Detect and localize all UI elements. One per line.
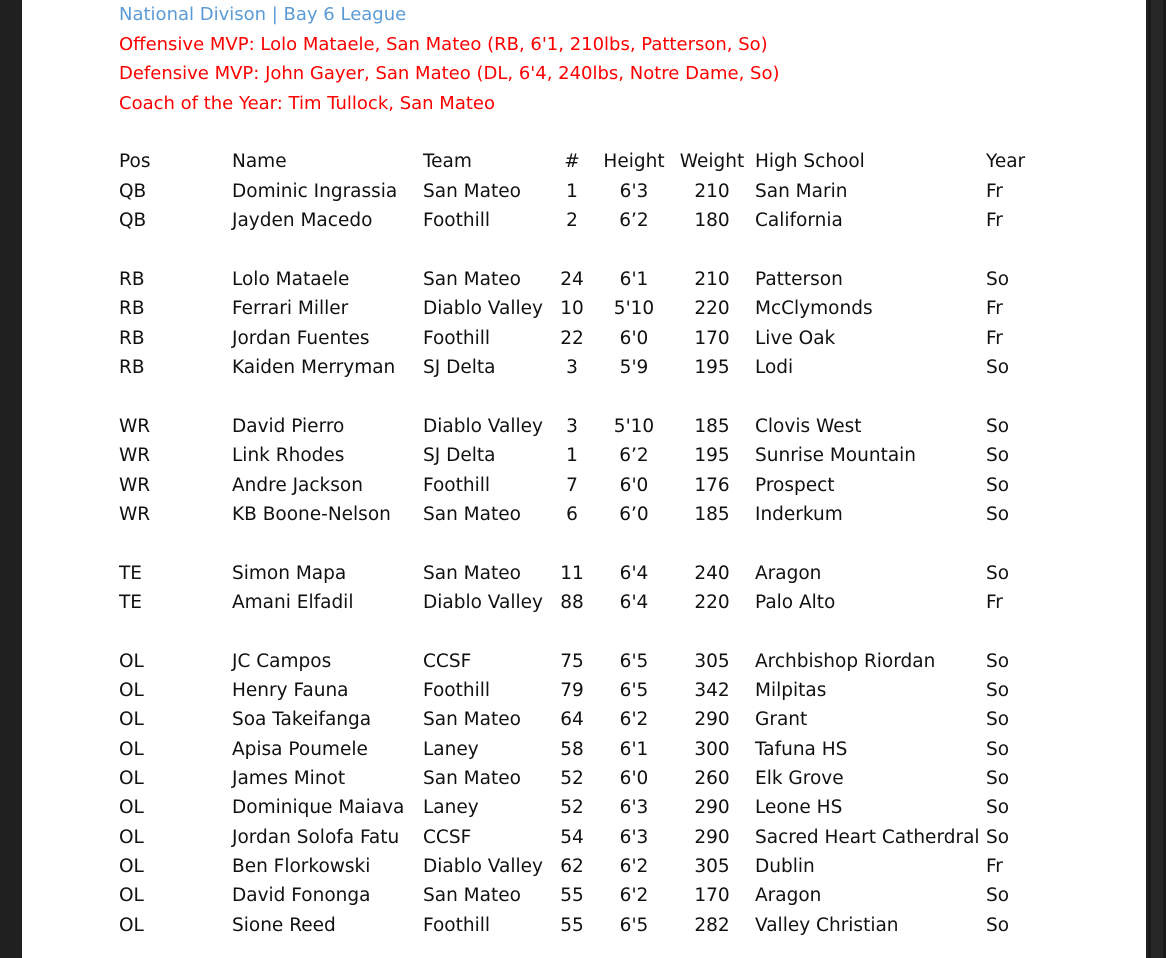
cell-weight: 300 — [694, 739, 730, 760]
cell-year: So — [986, 768, 1010, 789]
cell-number: 88 — [560, 592, 584, 613]
cell-pos: OL — [119, 797, 144, 818]
cell-number: 64 — [560, 709, 584, 730]
cell-number: 62 — [560, 856, 584, 877]
col-high-school-header: High School — [755, 151, 865, 172]
cell-weight: 185 — [694, 504, 730, 525]
cell-weight: 290 — [694, 797, 730, 818]
cell-pos: OL — [119, 739, 144, 760]
cell-high-school: Prospect — [755, 475, 835, 496]
cell-number: 11 — [560, 563, 584, 584]
cell-name: Dominique Maiava — [232, 797, 405, 818]
cell-height: 6'3 — [619, 181, 649, 202]
cell-name: Soa Takeifanga — [232, 709, 372, 730]
cell-height: 6'1 — [619, 269, 649, 290]
cell-high-school: Archbishop Riordan — [755, 651, 936, 672]
cell-weight: 176 — [694, 475, 730, 496]
cell-height: 6’0 — [619, 504, 649, 525]
cell-team: Diablo Valley — [423, 856, 543, 877]
cell-team: Foothill — [423, 475, 491, 496]
cell-height: 6'5 — [619, 651, 649, 672]
cell-pos: WR — [119, 475, 151, 496]
cell-year: So — [986, 416, 1010, 437]
cell-name: Andre Jackson — [232, 475, 363, 496]
cell-weight: 282 — [694, 915, 730, 936]
cell-name: Sione Reed — [232, 915, 336, 936]
cell-number: 1 — [566, 181, 578, 202]
col-name-header: Name — [232, 151, 287, 172]
cell-number: 52 — [560, 797, 584, 818]
cell-pos: OL — [119, 680, 144, 701]
cell-high-school: Clovis West — [755, 416, 862, 437]
division-heading: National Divison | Bay 6 League — [119, 4, 407, 25]
cell-team: San Mateo — [423, 181, 521, 202]
cell-number: 3 — [566, 357, 578, 378]
cell-height: 6'2 — [619, 885, 649, 906]
cell-pos: WR — [119, 504, 151, 525]
cell-year: So — [986, 739, 1010, 760]
cell-high-school: Aragon — [755, 563, 822, 584]
cell-height: 6'5 — [619, 915, 649, 936]
cell-pos: OL — [119, 885, 144, 906]
cell-year: So — [986, 797, 1010, 818]
cell-year: Fr — [986, 181, 1003, 202]
cell-pos: OL — [119, 651, 144, 672]
cell-pos: QB — [119, 181, 147, 202]
cell-team: San Mateo — [423, 885, 521, 906]
cell-name: Jordan Fuentes — [232, 328, 370, 349]
cell-weight: 210 — [694, 181, 730, 202]
cell-team: Laney — [423, 739, 479, 760]
cell-pos: OL — [119, 915, 144, 936]
cell-number: 22 — [560, 328, 584, 349]
cell-weight: 220 — [694, 592, 730, 613]
cell-number: 55 — [560, 885, 584, 906]
cell-name: Ben Florkowski — [232, 856, 371, 877]
cell-weight: 170 — [694, 328, 730, 349]
cell-year: Fr — [986, 856, 1003, 877]
cell-pos: RB — [119, 269, 145, 290]
cell-team: San Mateo — [423, 504, 521, 525]
cell-high-school: San Marin — [755, 181, 848, 202]
cell-name: Jayden Macedo — [232, 210, 373, 231]
cell-year: Fr — [986, 592, 1003, 613]
cell-year: So — [986, 563, 1010, 584]
cell-high-school: Live Oak — [755, 328, 836, 349]
cell-number: 58 — [560, 739, 584, 760]
cell-height: 6'3 — [619, 797, 649, 818]
cell-year: Fr — [986, 328, 1003, 349]
cell-name: Lolo Mataele — [232, 269, 350, 290]
cell-number: 54 — [560, 827, 584, 848]
cell-number: 75 — [560, 651, 584, 672]
cell-high-school: Dublin — [755, 856, 815, 877]
cell-high-school: Palo Alto — [755, 592, 836, 613]
cell-high-school: McClymonds — [755, 298, 873, 319]
cell-height: 6'3 — [619, 827, 649, 848]
cell-pos: OL — [119, 856, 144, 877]
cell-year: So — [986, 357, 1010, 378]
cell-weight: 342 — [694, 680, 730, 701]
cell-name: Simon Mapa — [232, 563, 347, 584]
col-height-header: Height — [603, 151, 665, 172]
cell-number: 1 — [566, 445, 578, 466]
cell-height: 6'2 — [619, 856, 649, 877]
cell-height: 6'2 — [619, 709, 649, 730]
cell-team: Diablo Valley — [423, 416, 543, 437]
cell-pos: QB — [119, 210, 147, 231]
col-year-header: Year — [986, 151, 1026, 172]
cell-height: 5'10 — [613, 298, 655, 319]
cell-team: San Mateo — [423, 768, 521, 789]
cell-height: 6'1 — [619, 739, 649, 760]
cell-name: David Pierro — [232, 416, 345, 437]
cell-high-school: Inderkum — [755, 504, 843, 525]
cell-year: Fr — [986, 210, 1003, 231]
cell-weight: 170 — [694, 885, 730, 906]
cell-team: CCSF — [423, 827, 472, 848]
cell-year: So — [986, 504, 1010, 525]
col-pos-header: Pos — [119, 151, 151, 172]
cell-weight: 305 — [694, 856, 730, 877]
cell-year: So — [986, 475, 1010, 496]
cell-weight: 290 — [694, 709, 730, 730]
cell-weight: 240 — [694, 563, 730, 584]
cell-height: 5'9 — [619, 357, 649, 378]
cell-number: 10 — [560, 298, 584, 319]
cell-number: 3 — [566, 416, 578, 437]
cell-number: 6 — [566, 504, 578, 525]
cell-weight: 195 — [694, 445, 730, 466]
cell-name: Jordan Solofa Fatu — [232, 827, 400, 848]
cell-weight: 220 — [694, 298, 730, 319]
cell-pos: RB — [119, 357, 145, 378]
cell-height: 6'4 — [619, 592, 649, 613]
cell-high-school: Milpitas — [755, 680, 827, 701]
cell-pos: TE — [119, 563, 142, 584]
cell-number: 52 — [560, 768, 584, 789]
cell-high-school: Patterson — [755, 269, 843, 290]
cell-team: Foothill — [423, 915, 491, 936]
cell-number: 79 — [560, 680, 584, 701]
cell-pos: OL — [119, 709, 144, 730]
cell-team: Diablo Valley — [423, 298, 543, 319]
cell-team: SJ Delta — [423, 445, 496, 466]
cell-weight: 290 — [694, 827, 730, 848]
cell-pos: TE — [119, 592, 142, 613]
cell-number: 55 — [560, 915, 584, 936]
cell-pos: OL — [119, 827, 144, 848]
cell-name: Henry Fauna — [232, 680, 349, 701]
cell-weight: 180 — [694, 210, 730, 231]
cell-height: 5'10 — [613, 416, 655, 437]
cell-name: Dominic Ingrassia — [232, 181, 398, 202]
cell-pos: WR — [119, 416, 151, 437]
col-team-header: Team — [423, 151, 472, 172]
cell-high-school: Grant — [755, 709, 808, 730]
col-number-header: # — [564, 151, 580, 172]
scrollbar-track[interactable] — [1148, 0, 1166, 958]
cell-pos: OL — [119, 768, 144, 789]
cell-team: CCSF — [423, 651, 472, 672]
cell-team: Diablo Valley — [423, 592, 543, 613]
cell-high-school: Sunrise Mountain — [755, 445, 917, 466]
cell-team: San Mateo — [423, 269, 521, 290]
cell-team: Foothill — [423, 328, 491, 349]
cell-weight: 195 — [694, 357, 730, 378]
cell-height: 6'5 — [619, 680, 649, 701]
cell-year: So — [986, 915, 1010, 936]
offensive-mvp: Offensive MVP: Lolo Mataele, San Mateo (RB, 6'1, 210lbs, Patterson, So) — [119, 34, 768, 55]
cell-year: Fr — [986, 298, 1003, 319]
cell-year: So — [986, 680, 1010, 701]
cell-high-school: Aragon — [755, 885, 822, 906]
cell-number: 2 — [566, 210, 578, 231]
cell-height: 6’2 — [619, 210, 649, 231]
cell-pos: RB — [119, 328, 145, 349]
defensive-mvp: Defensive MVP: John Gayer, San Mateo (DL, 6'4, 240lbs, Notre Dame, So) — [119, 63, 780, 84]
cell-name: Kaiden Merryman — [232, 357, 396, 378]
cell-team: Laney — [423, 797, 479, 818]
cell-name: Ferrari Miller — [232, 298, 349, 319]
cell-name: Amani Elfadil — [232, 592, 354, 613]
cell-weight: 305 — [694, 651, 730, 672]
cell-name: James Minot — [232, 768, 346, 789]
cell-height: 6'0 — [619, 475, 649, 496]
cell-high-school: Leone HS — [755, 797, 843, 818]
coach-of-the-year: Coach of the Year: Tim Tullock, San Mateo — [119, 93, 495, 114]
cell-year: So — [986, 885, 1010, 906]
cell-height: 6'0 — [619, 768, 649, 789]
cell-year: So — [986, 445, 1010, 466]
cell-pos: WR — [119, 445, 151, 466]
cell-name: Apisa Poumele — [232, 739, 368, 760]
cell-team: Foothill — [423, 680, 491, 701]
cell-number: 24 — [560, 269, 584, 290]
cell-year: So — [986, 827, 1010, 848]
cell-team: Foothill — [423, 210, 491, 231]
cell-high-school: Valley Christian — [755, 915, 899, 936]
cell-height: 6'4 — [619, 563, 649, 584]
document-page — [22, 0, 1146, 958]
col-weight-header: Weight — [679, 151, 745, 172]
cell-high-school: Sacred Heart Catherdral — [755, 827, 980, 848]
cell-year: So — [986, 651, 1010, 672]
cell-weight: 260 — [694, 768, 730, 789]
cell-weight: 210 — [694, 269, 730, 290]
cell-pos: RB — [119, 298, 145, 319]
cell-height: 6’2 — [619, 445, 649, 466]
cell-team: SJ Delta — [423, 357, 496, 378]
cell-high-school: California — [755, 210, 843, 231]
cell-year: So — [986, 709, 1010, 730]
cell-name: Link Rhodes — [232, 445, 345, 466]
cell-name: JC Campos — [232, 651, 332, 672]
cell-weight: 185 — [694, 416, 730, 437]
scrollbar-thumb[interactable] — [1151, 0, 1163, 958]
cell-name: KB Boone-Nelson — [232, 504, 391, 525]
cell-name: David Fononga — [232, 885, 371, 906]
cell-high-school: Lodi — [755, 357, 794, 378]
cell-team: San Mateo — [423, 563, 521, 584]
cell-number: 7 — [566, 475, 578, 496]
cell-high-school: Tafuna HS — [755, 739, 848, 760]
cell-team: San Mateo — [423, 709, 521, 730]
cell-high-school: Elk Grove — [755, 768, 844, 789]
cell-height: 6'0 — [619, 328, 649, 349]
cell-year: So — [986, 269, 1010, 290]
